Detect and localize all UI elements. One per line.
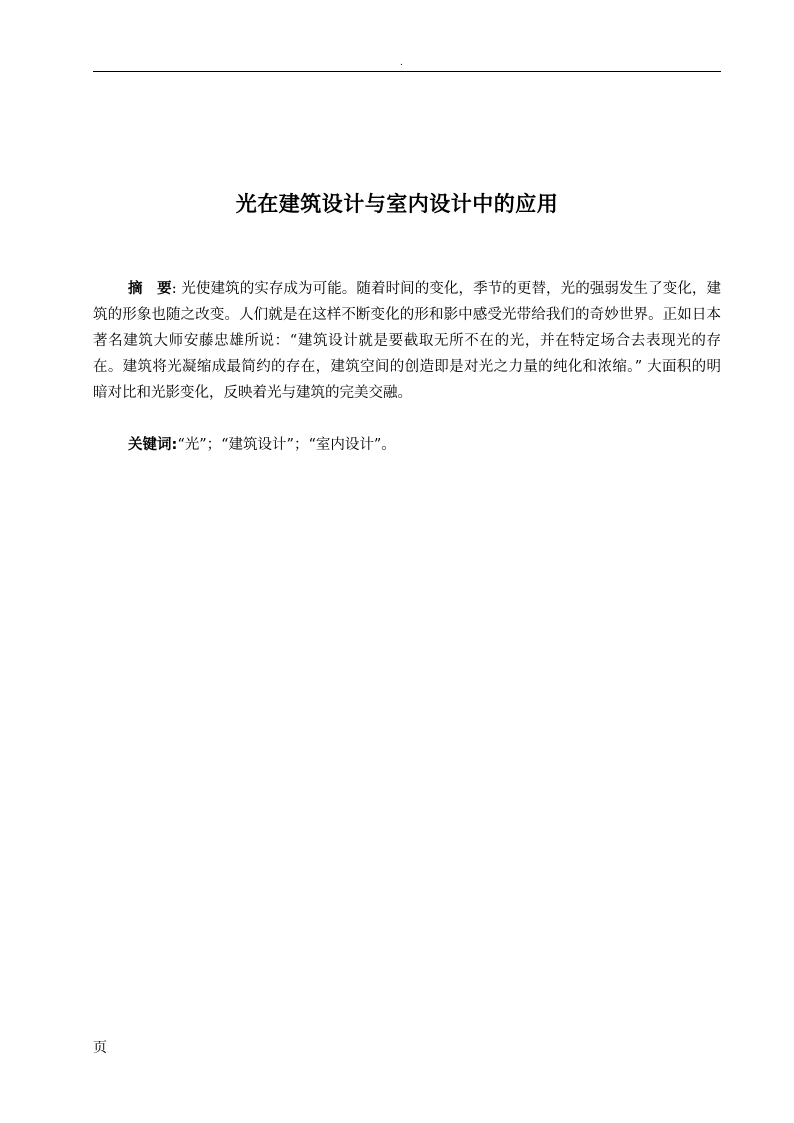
document-title: 光在建筑设计与室内设计中的应用 — [235, 192, 559, 216]
abstract-text: : 光使建筑的实存成为可能。随着时间的变化，季节的更替，光的强弱发生了变化，建筑的形象也随之改变。人们就是在这样不断变化的形和影中感受光带给我们的奇妙世界。正如日本著名建筑大师安藤忠雄所说：“建筑设计就是要截取无所不在的光，并在特定场合去表现光的存在。建筑将光凝缩成最简约的存在，建筑空间的创造即是对光之力量的纯化和浓缩。” 大面积的明暗对比和光影变化，反映着光与建筑的完美交融。 — [93, 281, 721, 401]
header-mark: . — [400, 58, 403, 68]
abstract-paragraph — [93, 276, 721, 406]
keywords-text: “光”；“建筑设计”；“室内设计”。 — [177, 437, 396, 453]
keywords-label: 关键词: — [128, 437, 178, 453]
header-rule — [93, 71, 721, 72]
abstract-label: 摘 要 — [128, 281, 172, 297]
footer-page-label: 页 — [93, 1040, 107, 1056]
keywords-paragraph — [93, 432, 721, 458]
